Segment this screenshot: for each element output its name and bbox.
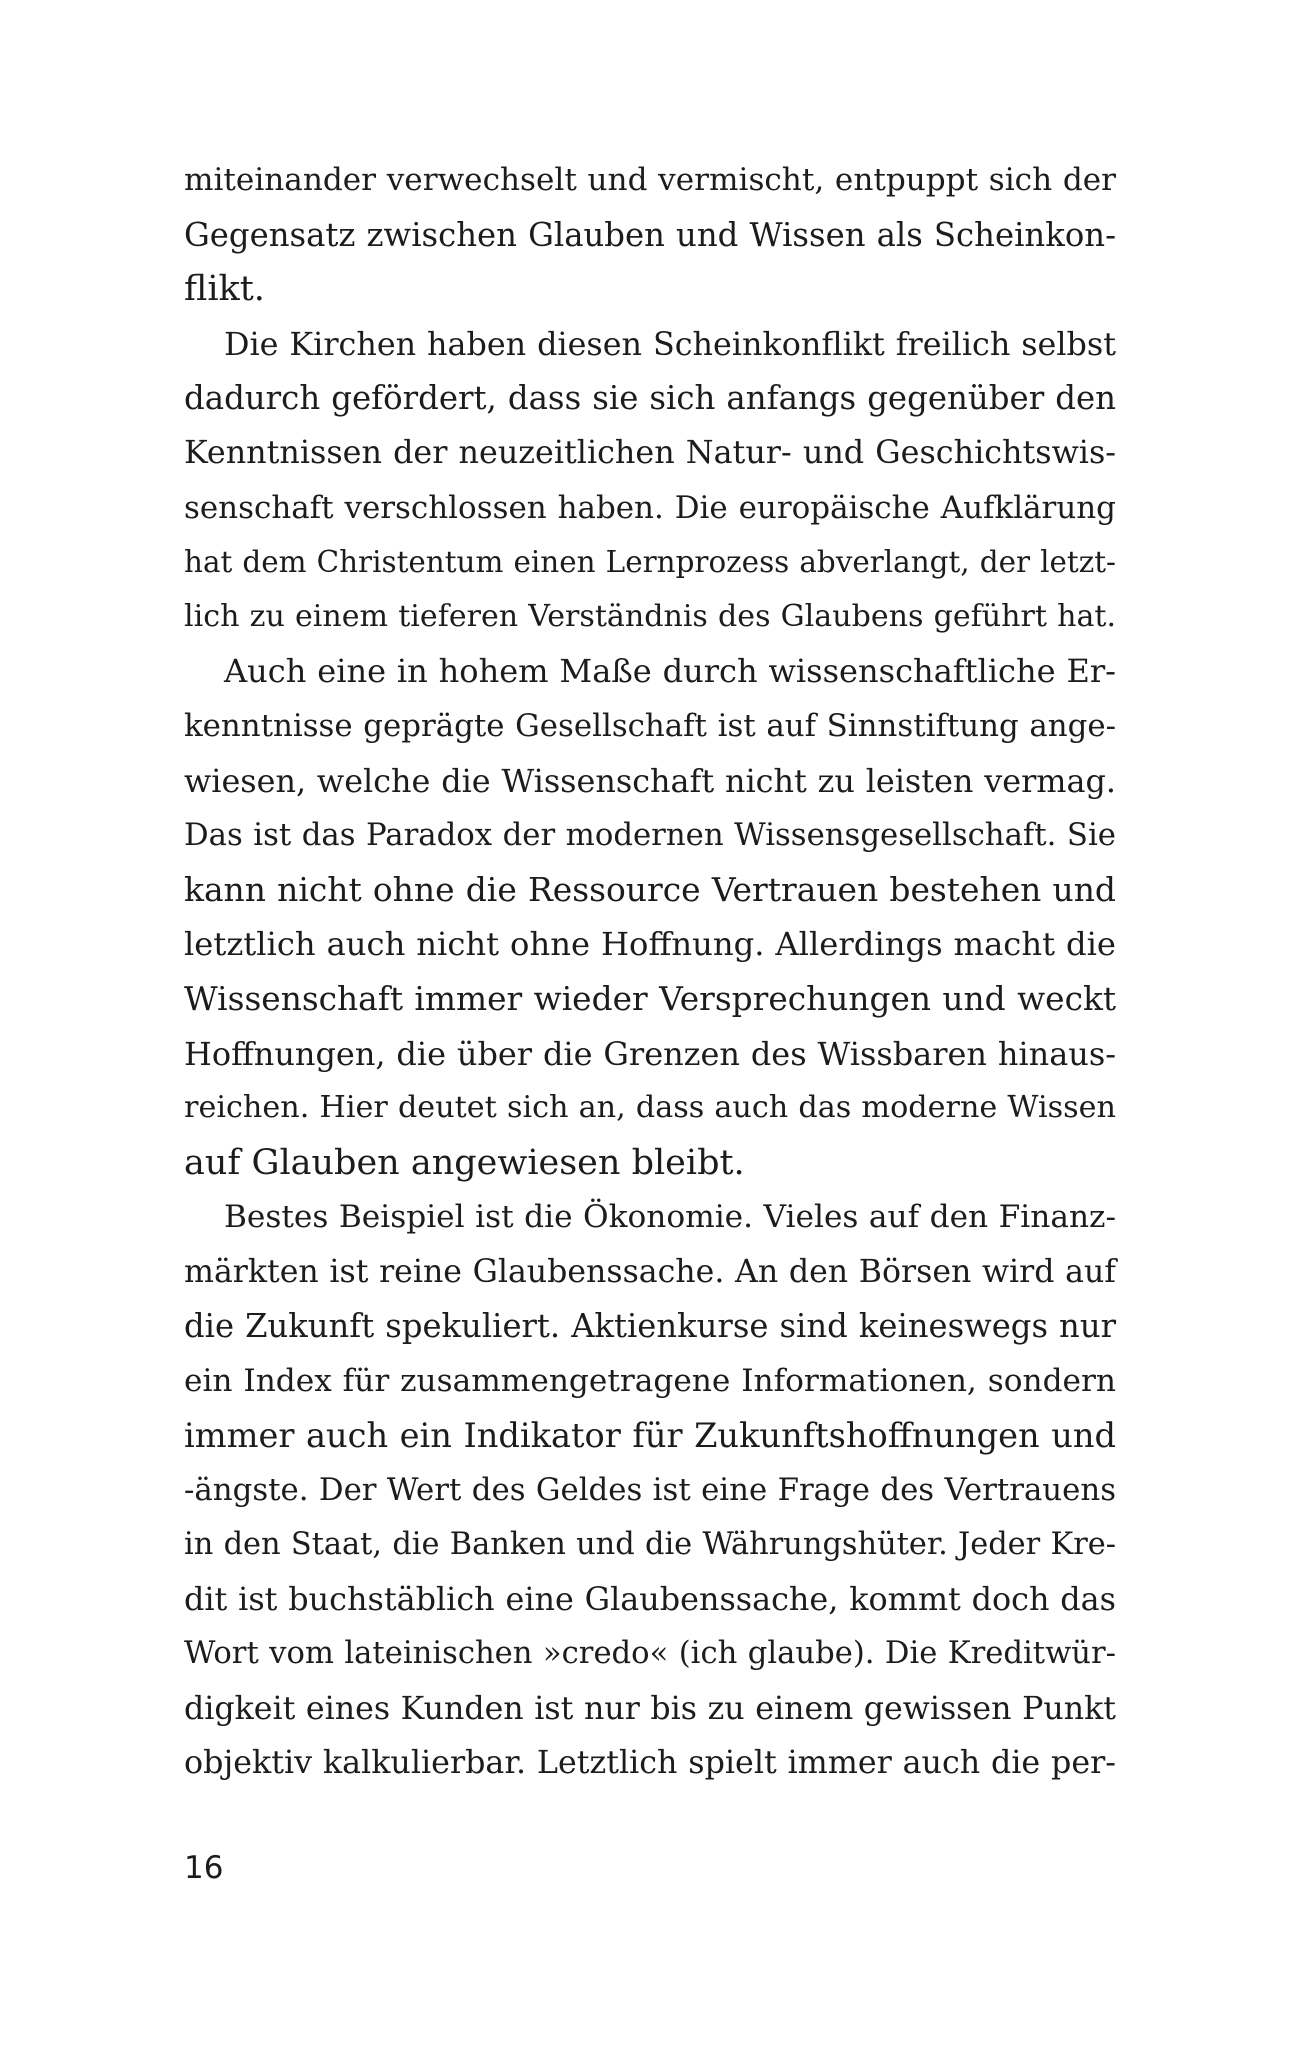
text-line: wiesen, welche die Wissenschaft nicht zu leisten vermag. [184,761,1116,800]
paragraph [184,1190,1116,1791]
text-line: Gegensatz zwischen Glauben und Wissen als Scheinkon- [184,215,1116,254]
text-line: ein Index für zusammengetragene Informationen, sondern [184,1363,1116,1400]
text-line: letztlich auch nicht ohne Hoffnung. Allerdings macht die [184,925,1116,964]
text-line: reichen. Hier deutet sich an, dass auch das moderne Wissen [184,1090,1116,1126]
text-line: Wissenschaft immer wieder Versprechungen und weckt [184,979,1116,1018]
text-line: flikt. [184,269,265,310]
text-line: märkten ist reine Glaubenssache. An den Börsen wird auf [184,1253,1116,1290]
text-line: digkeit eines Kunden ist nur bis zu einem gewissen Punkt [184,1690,1116,1727]
text-line: dadurch gefördert, dass sie sich anfangs gegenüber den [184,379,1116,418]
text-line: -ängste. Der Wert des Geldes ist eine Frage des Vertrauens [184,1472,1116,1509]
text-line: objektiv kalkulierbar. Letztlich spielt immer auch die per- [184,1745,1116,1782]
text-line: Auch eine in hohem Maße durch wissenschaftliche Er- [224,652,1116,691]
paragraph [184,153,1116,317]
text-line: Die Kirchen haben diesen Scheinkonflikt freilich selbst [224,324,1116,363]
text-line: Hoffnungen, die über die Grenzen des Wissbaren hinaus- [184,1034,1116,1073]
text-line: Das ist das Paradox der modernen Wissensgesellschaft. Sie [184,817,1116,854]
text-line: hat dem Christentum einen Lernprozess abverlangt, der letzt- [184,545,1116,580]
text-line: kann nicht ohne die Ressource Vertrauen bestehen und [184,869,1116,909]
text-line: die Zukunft spekuliert. Aktienkurse sind keineswegs nur [184,1307,1116,1346]
text-line: senschaft verschlossen haben. Die europäische Aufklärung [184,489,1116,526]
text-line: kenntnisse geprägte Gesellschaft ist auf Sinnstiftung ange- [184,707,1116,744]
text-line: auf Glauben angewiesen bleibt. [184,1142,745,1183]
paragraph [184,317,1116,645]
text-line: Bestes Beispiel ist die Ökonomie. Vieles auf den Finanz- [224,1199,1116,1236]
text-line: Wort vom lateinischen »credo« (ich glaube). Die Kreditwür- [184,1636,1116,1672]
text-line: in den Staat, die Banken und die Währungshüter. Jeder Kre- [184,1526,1116,1562]
paragraph [184,644,1116,1190]
body-text [184,153,1116,1791]
text-line: lich zu einem tieferen Verständnis des Glaubens geführt hat. [184,598,1116,634]
text-line: immer auch ein Indikator für Zukunftshoffnungen und [184,1415,1116,1455]
page-number: 16 [184,1850,224,1886]
text-line: dit ist buchstäblich eine Glaubenssache, kommt doch das [184,1580,1116,1619]
text-line: Kenntnissen der neuzeitlichen Natur- und Geschichtswis- [184,433,1116,471]
text-line: miteinander verwechselt und vermischt, entpuppt sich der [184,162,1116,198]
